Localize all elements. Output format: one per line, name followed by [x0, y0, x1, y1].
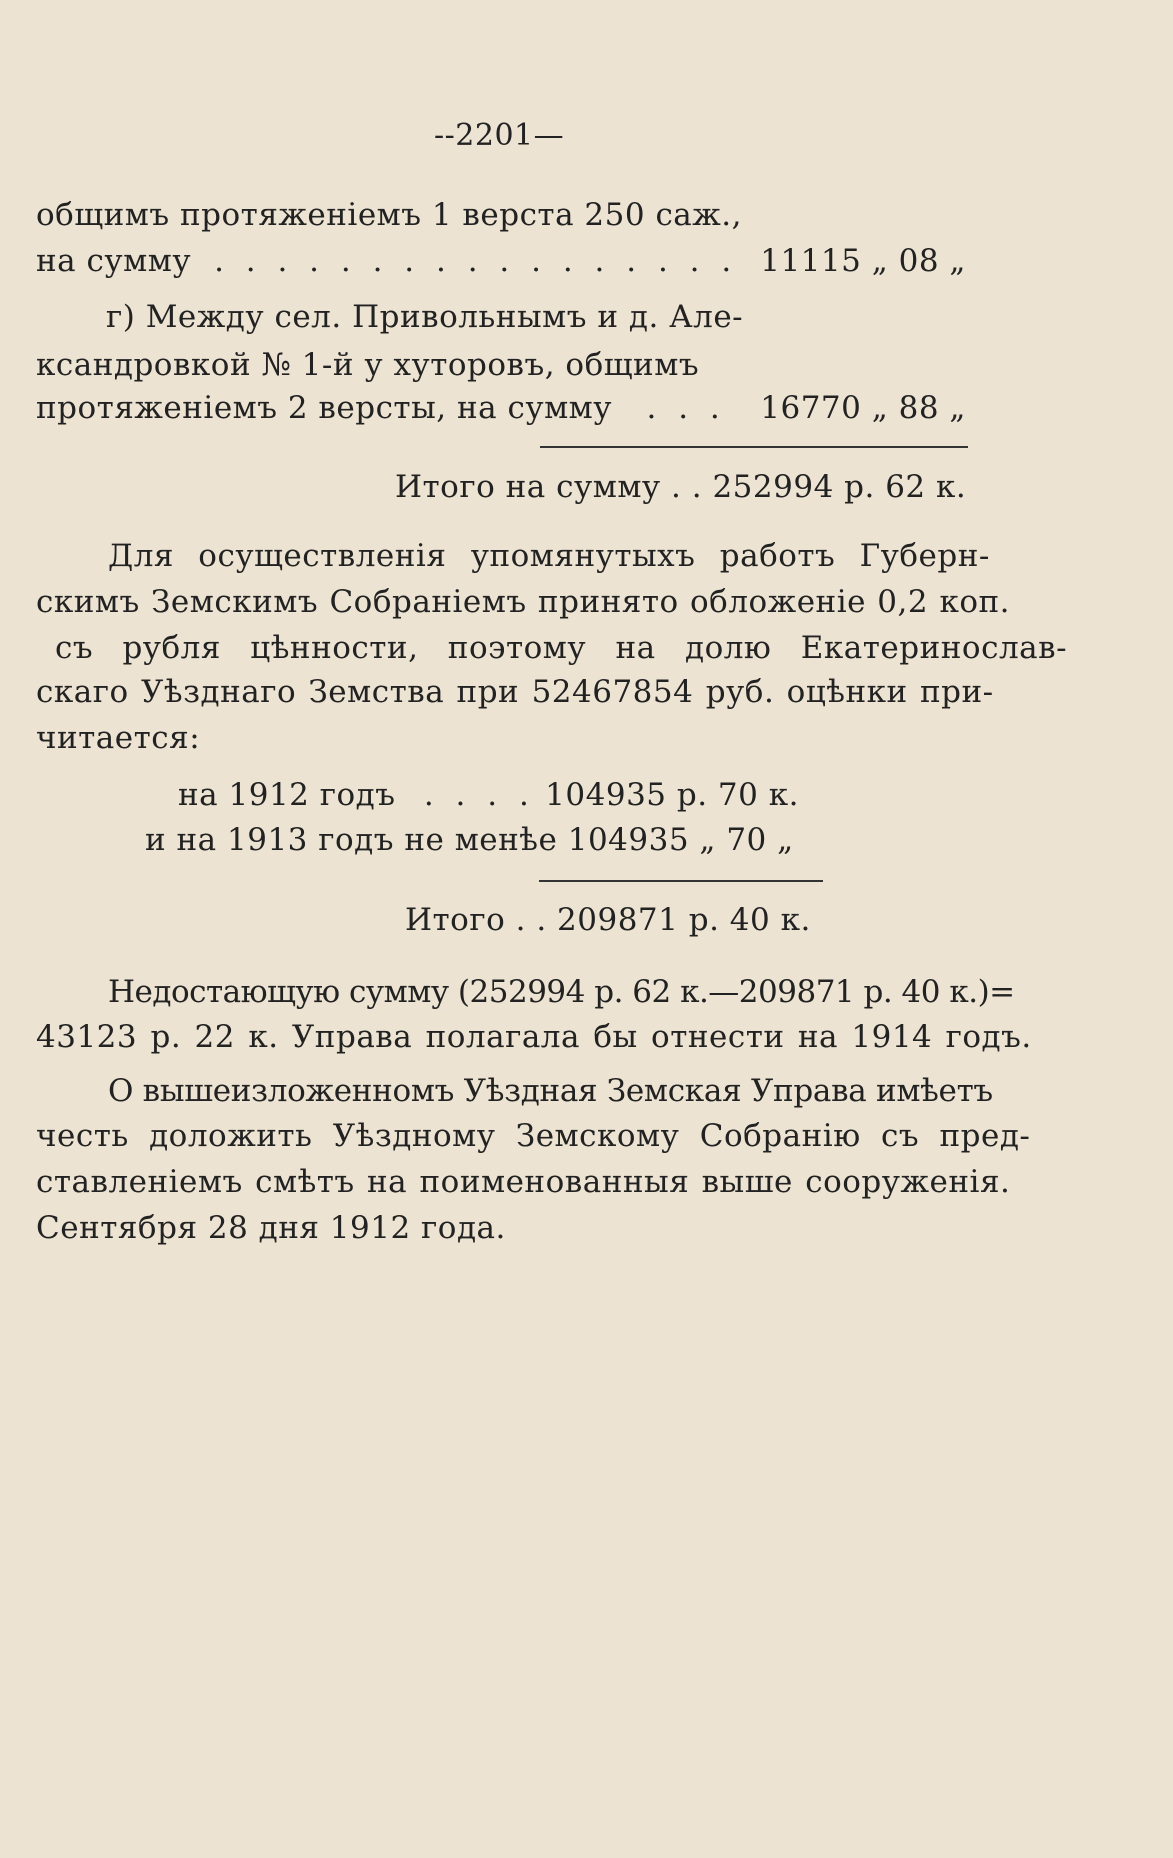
year-row-2-label: и на 1913 годъ не менѣе — [145, 822, 558, 858]
para-1-text-2: скимъ Земскимъ Собраніемъ принято обложеніе 0,2 коп. — [36, 584, 1011, 620]
leader-dots: . . . . — [423, 777, 535, 813]
total-1-amount: . 252994 р. 62 к. — [691, 469, 967, 505]
item-g-line-2 — [36, 345, 699, 385]
item-g-label-3: протяженіемъ 2 версты, на сумму — [36, 390, 613, 426]
item-g-text-1: г) Между сел. Привольнымъ и д. Але- — [106, 299, 744, 335]
item-g-line-1 — [106, 297, 744, 337]
para-3-line-4 — [36, 1208, 506, 1248]
para-2-line-2 — [36, 1017, 1032, 1057]
leader-dots: . . . . . . . . . . . . . . . . . — [214, 243, 738, 279]
item-g-line-3 — [36, 388, 966, 428]
para-3-line-3 — [36, 1162, 1010, 1202]
year-row-2-amount: 104935 „ 70 „ — [567, 822, 794, 858]
para-1-text-4: скаго Уѣзднаго Земства при 52467854 руб. оцѣнки при- — [36, 674, 994, 710]
para-2-text-2: 43123 р. 22 к. Управа полагала бы отнести на 1914 годъ. — [36, 1019, 1032, 1055]
leader-dots: . . . — [646, 390, 726, 426]
item-g-text-2: ксандровкой № 1-й у хуторовъ, общимъ — [36, 347, 700, 383]
year-row-2 — [145, 820, 794, 860]
item-g-amount: 16770 „ 88 „ — [760, 390, 966, 426]
item-v-text-1: общимъ протяженіемъ 1 верста 250 саж., — [36, 197, 743, 233]
item-v-line-2 — [36, 241, 966, 281]
para-3-text-2: честь доложить Уѣздному Земскому Собранію съ пред- — [36, 1118, 1031, 1154]
para-3-text-1: О вышеизложенномъ Уѣздная Земская Управа имѣетъ — [108, 1073, 993, 1109]
year-row-1 — [178, 775, 799, 815]
item-v-line-1 — [36, 195, 743, 235]
page-number: --2201— — [434, 118, 565, 153]
para-2-text-1: Недостающую сумму (252994 р. 62 к.—209871 р. 40 к.)= — [108, 974, 1015, 1010]
para-3-text-3: ставленіемъ смѣтъ на поименованныя выше сооруженія. — [36, 1164, 1011, 1200]
para-1-line-4 — [36, 672, 994, 712]
para-2-line-1 — [108, 972, 1015, 1012]
para-1-text-1: Для осуществленія упомянутыхъ работъ Губерн- — [108, 538, 990, 574]
para-1-line-5 — [36, 718, 200, 758]
total-1-label: Итого на сумму . — [395, 469, 682, 505]
year-row-1-label: на 1912 годъ — [178, 777, 396, 813]
para-3-line-1 — [108, 1071, 993, 1111]
item-v-amount: 11115 „ 08 „ — [760, 243, 966, 279]
item-v-label-2: на сумму — [36, 243, 192, 279]
para-1-line-1 — [108, 536, 990, 576]
total-2-label: Итого . — [405, 902, 526, 938]
para-3-line-2 — [36, 1116, 1030, 1156]
total-2 — [405, 900, 811, 940]
para-1-line-3 — [55, 628, 1067, 668]
para-1-line-2 — [36, 582, 1010, 622]
total-rule-2 — [539, 880, 823, 882]
total-1 — [395, 467, 966, 507]
para-1-text-5: читается: — [36, 720, 201, 756]
para-1-text-3: съ рубля цѣнности, поэтому на долю Екатеринослав- — [55, 630, 1068, 666]
year-row-1-amount: 104935 р. 70 к. — [545, 777, 799, 813]
total-2-amount: . 209871 р. 40 к. — [536, 902, 811, 938]
para-3-text-4: Сентября 28 дня 1912 года. — [36, 1210, 506, 1246]
total-rule-1 — [540, 446, 968, 448]
